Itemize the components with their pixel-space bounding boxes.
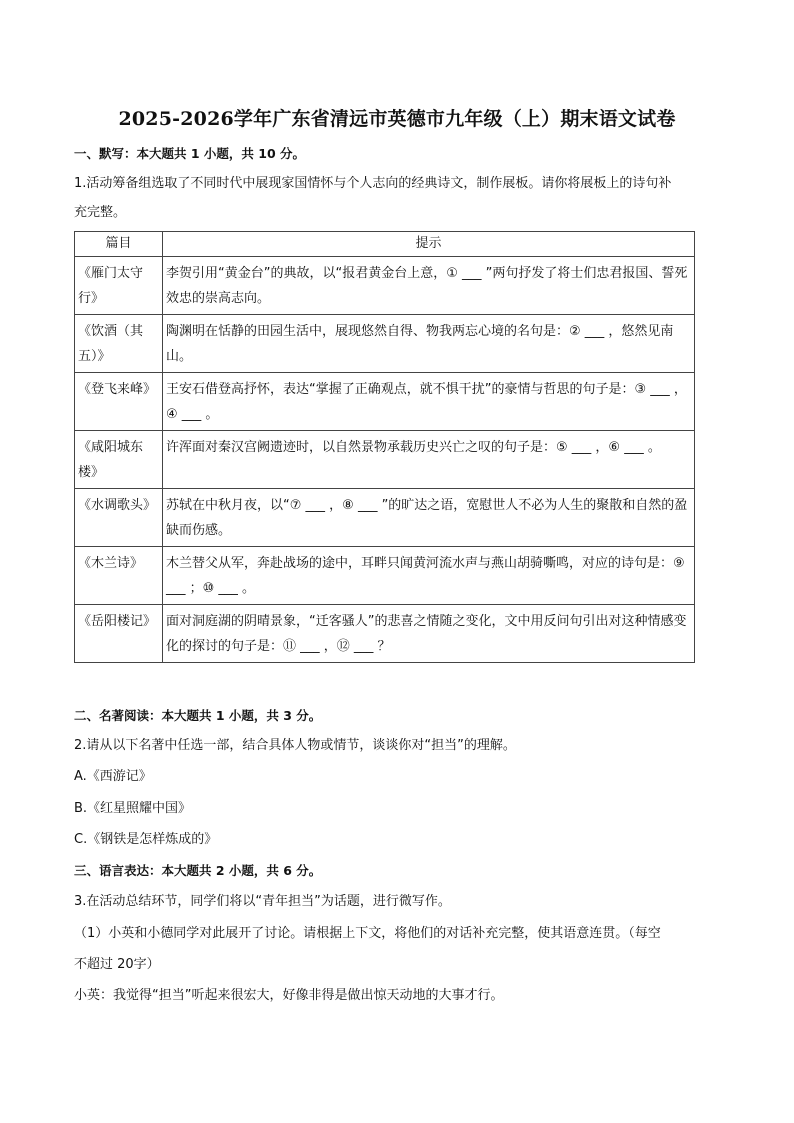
poem-title: 《登飞来峰》 <box>75 373 163 431</box>
question-3-sub1-cont: 不超过 20字） <box>74 957 160 972</box>
table-row <box>75 373 695 431</box>
section-2-heading: 二、名著阅读：本大题共 1 小题，共 3 分。 <box>74 708 322 723</box>
poem-hint: 许浑面对秦汉宫阙遗迹时，以自然景物承载历史兴亡之叹的句子是：⑤ ___ ，⑥ ___ 。 <box>163 431 695 489</box>
poem-hint: 王安石借登高抒怀，表达“掌握了正确观点，就不惧干扰”的豪情与哲思的句子是：③ ___ ，④ ___ 。 <box>163 373 695 431</box>
exam-title: 2025-2026学年广东省清远市英德市九年级（上）期末语文试卷 <box>118 108 676 130</box>
poem-title: 《岳阳楼记》 <box>75 605 163 663</box>
table-header-row <box>75 232 695 257</box>
question-1-text-cont: 充完整。 <box>74 205 127 220</box>
section-1-heading: 一、默写：本大题共 1 小题，共 10 分。 <box>74 146 306 161</box>
option-c: C.《钢铁是怎样炼成的》 <box>74 832 218 847</box>
header-title: 篇目 <box>75 232 163 257</box>
table-row <box>75 257 695 315</box>
table-row <box>75 431 695 489</box>
poem-hint: 李贺引用“黄金台”的典故，以“报君黄金台上意，① ___ ”两句抒发了将士们忠君报国、誓死效忠的崇高志向。 <box>163 257 695 315</box>
option-a: A.《西游记》 <box>74 769 152 784</box>
table-row <box>75 315 695 373</box>
table-row <box>75 605 695 663</box>
table-row <box>75 547 695 605</box>
header-hint: 提示 <box>163 232 695 257</box>
poem-title: 《雁门太守行》 <box>75 257 163 315</box>
question-1-text: 1.活动筹备组选取了不同时代中展现家国情怀与个人志向的经典诗文，制作展板。请你将展板上的诗句补 <box>74 176 672 191</box>
poem-table <box>74 231 695 663</box>
poem-title: 《水调歌头》 <box>75 489 163 547</box>
poem-hint: 面对洞庭湖的阴晴景象，“迁客骚人”的悲喜之情随之变化，文中用反问句引出对这种情感变化的探讨的句子是：⑪ ___ ，⑫ ___ ？ <box>163 605 695 663</box>
question-2-text: 2.请从以下名著中任选一部，结合具体人物或情节，谈谈你对“担当”的理解。 <box>74 738 516 753</box>
question-3-sub1: （1）小英和小德同学对此展开了讨论。请根据上下文，将他们的对话补充完整，使其语意连贯。（每空 <box>74 926 661 941</box>
poem-hint: 苏轼在中秋月夜，以“⑦ ___ ，⑧ ___ ”的旷达之语，宽慰世人不必为人生的聚散和自然的盈缺而伤感。 <box>163 489 695 547</box>
poem-title: 《饮酒（其五）》 <box>75 315 163 373</box>
dialog-line-xiaoying: 小英：我觉得“担当”听起来很宏大，好像非得是做出惊天动地的大事才行。 <box>74 988 504 1003</box>
poem-title: 《木兰诗》 <box>75 547 163 605</box>
option-b: B.《红星照耀中国》 <box>74 801 192 816</box>
table-row <box>75 489 695 547</box>
poem-hint: 木兰替父从军，奔赴战场的途中，耳畔只闻黄河流水声与燕山胡骑嘶鸣，对应的诗句是：⑨ ___ ；⑩ ___ 。 <box>163 547 695 605</box>
section-3-heading: 三、语言表达：本大题共 2 小题，共 6 分。 <box>74 863 322 878</box>
poem-hint: 陶渊明在恬静的田园生活中，展现悠然自得、物我两忘心境的名句是：② ___ ，悠然见南山。 <box>163 315 695 373</box>
poem-title: 《咸阳城东楼》 <box>75 431 163 489</box>
question-3-text: 3.在活动总结环节，同学们将以“青年担当”为话题，进行微写作。 <box>74 894 451 909</box>
